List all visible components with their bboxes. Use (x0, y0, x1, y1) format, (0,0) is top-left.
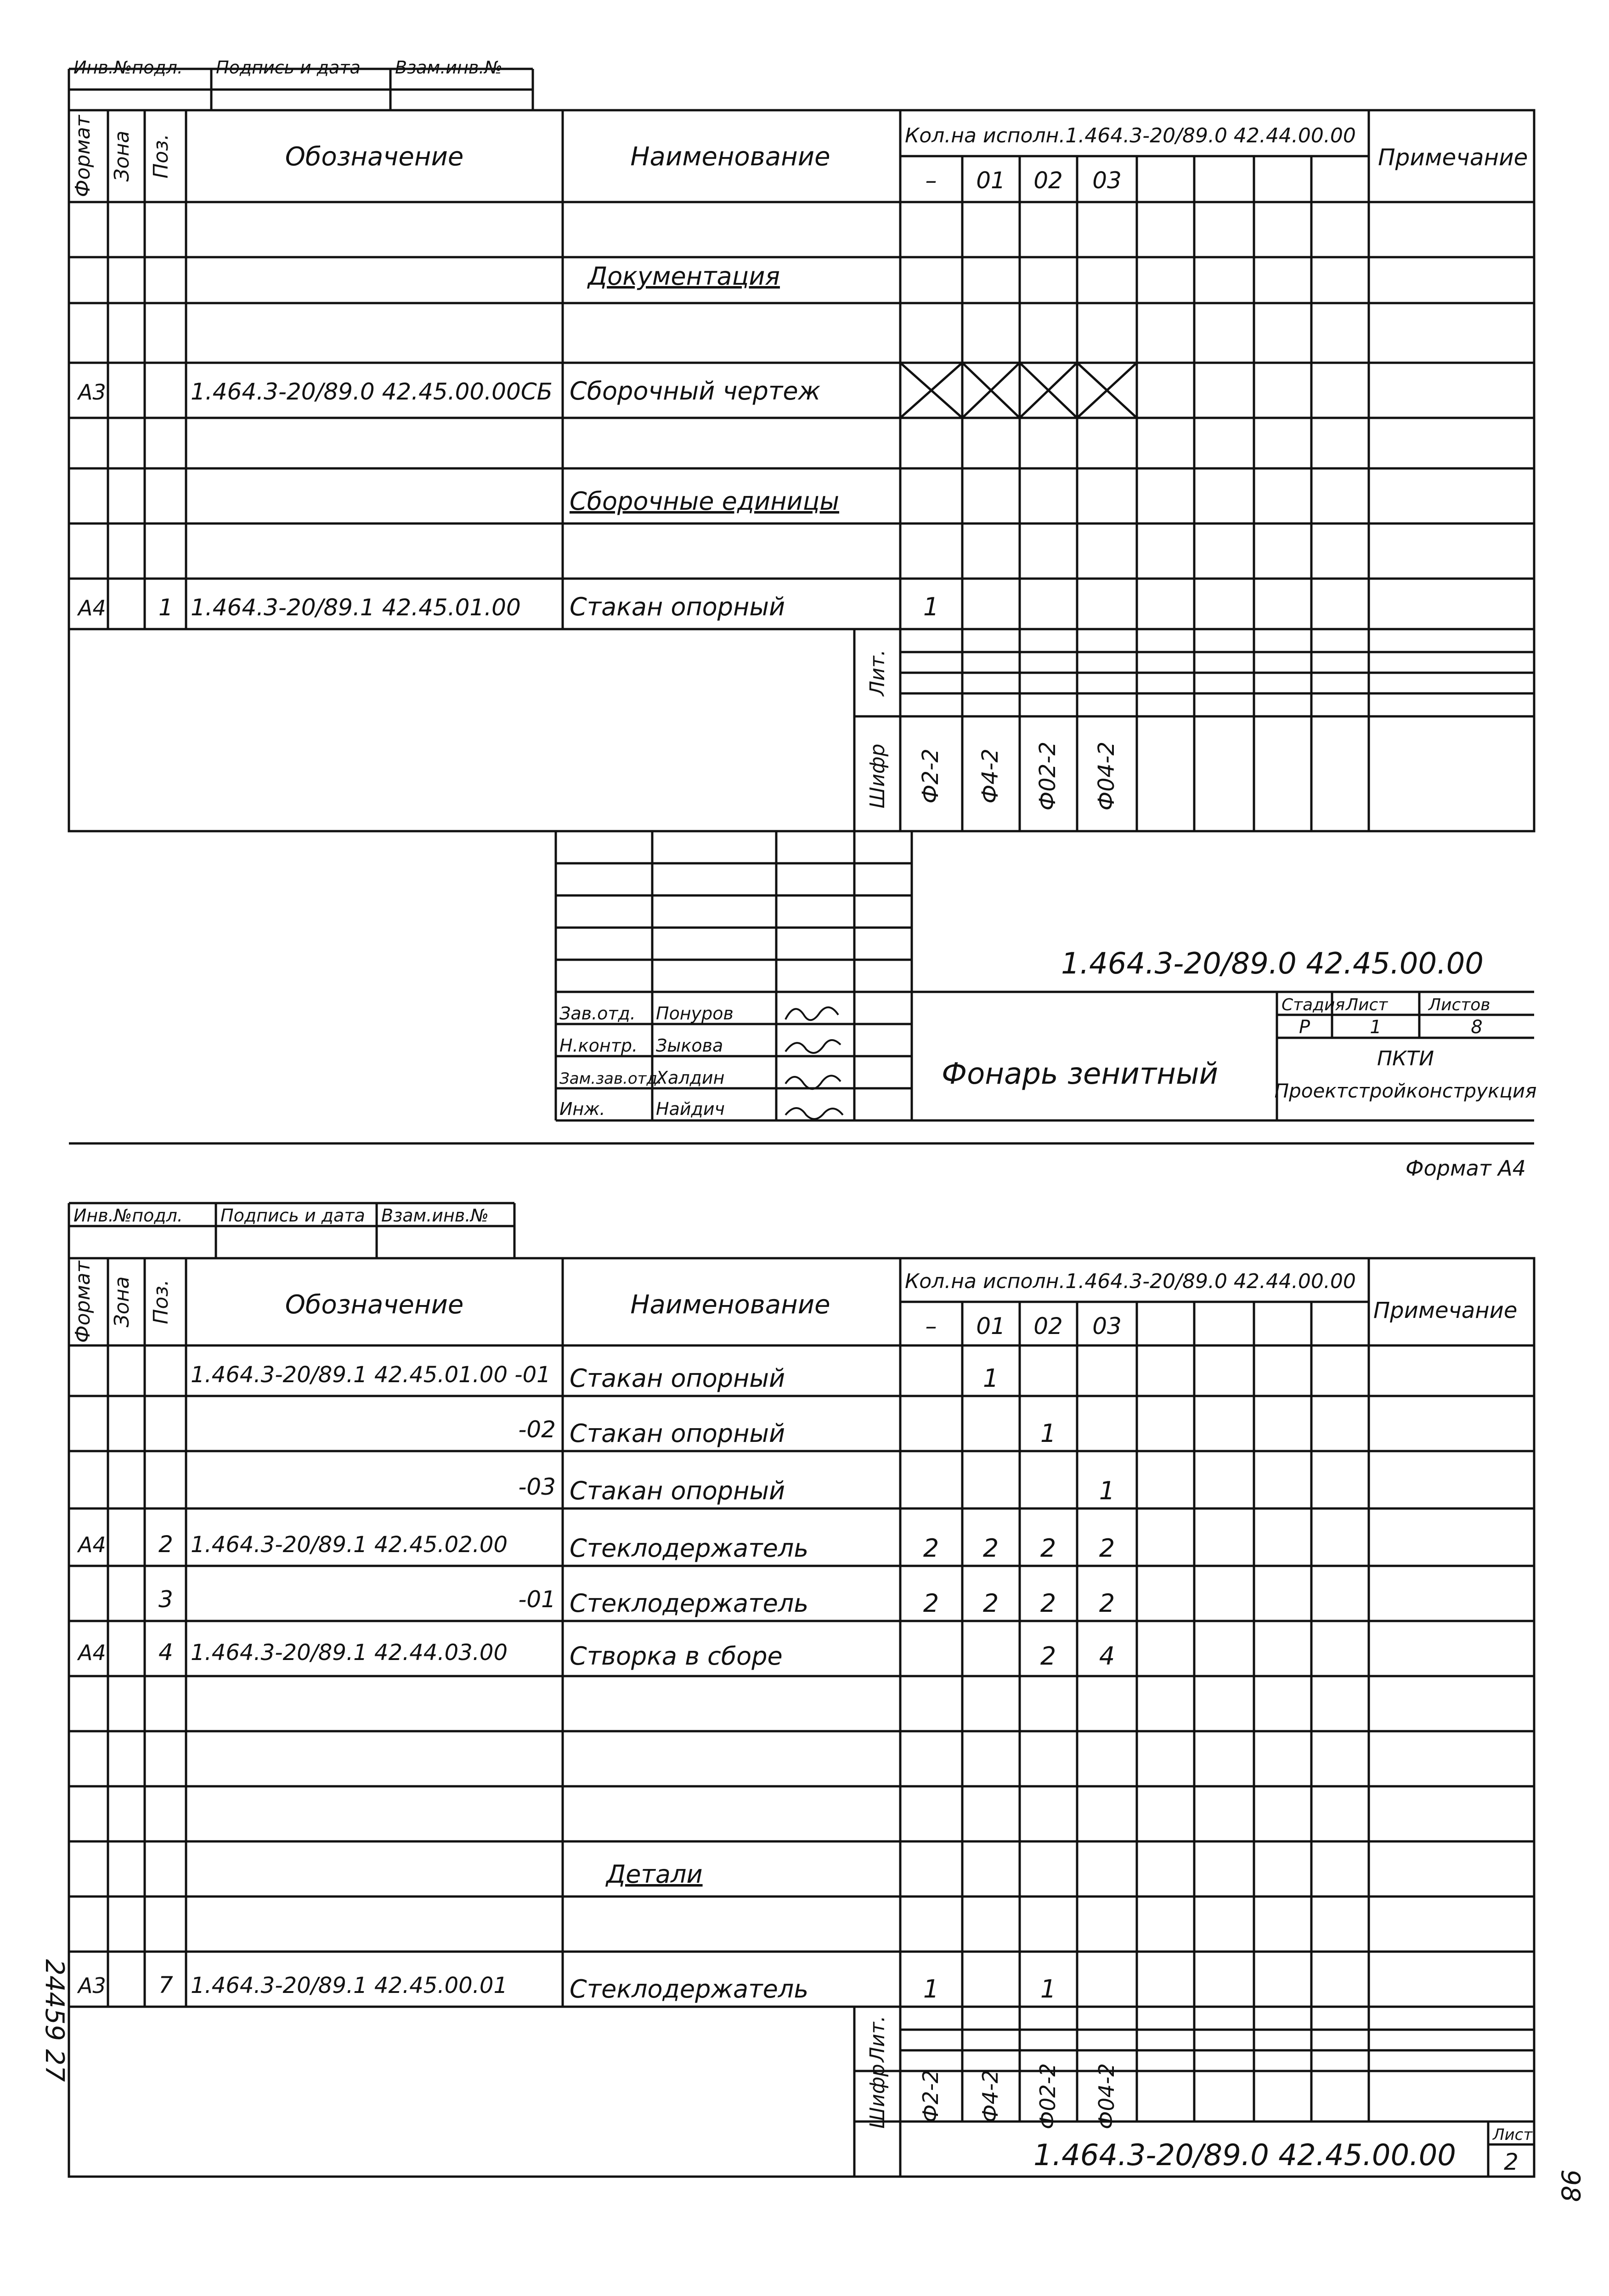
cipher-code: Ф4-2 (977, 748, 1003, 804)
row-qty: 2 (1040, 1534, 1056, 1563)
row-designation: 1.464.3-20/89.1 42.45.00.01 (191, 1973, 508, 1998)
row-name: Стакан опорный (570, 1419, 785, 1448)
header-pos: Поз. (149, 1279, 173, 1324)
cipher-code: Ф04-2 (1094, 2063, 1119, 2129)
header-note: Примечание (1378, 144, 1528, 171)
header-name: Наименование (630, 142, 830, 172)
header-format: Формат (71, 1261, 95, 1343)
row-pos: 1 (158, 594, 173, 621)
stamp-inv-label: Инв.№подл. (73, 57, 183, 78)
row-qty: 1 (923, 592, 939, 621)
row-format: А4 (78, 1640, 106, 1665)
header-variant-03: 03 (1092, 1313, 1122, 1339)
cipher-code: Ф02-2 (1035, 741, 1061, 811)
cipher-code: Ф02-2 (1035, 2063, 1060, 2129)
sheet-label: Лист (1493, 2126, 1533, 2144)
lit-label: Лит. (866, 649, 889, 696)
doc-number: 1.464.3-20/89.0 42.45.00.00 (1061, 947, 1484, 981)
header-zone: Зона (110, 130, 134, 182)
row-pos: 2 (158, 1531, 173, 1558)
doc-title: Фонарь зенитный (942, 1057, 1219, 1091)
row-qty: 1 (1099, 1476, 1115, 1505)
stamp-sign-label: Подпись и дата (220, 1205, 365, 1226)
row-qty: 1 (982, 1364, 999, 1393)
row-name: Стеклодержатель (570, 1975, 809, 2003)
header-designation: Обозначение (285, 142, 464, 172)
row-qty: 2 (923, 1534, 939, 1563)
person-role: Н.контр. (559, 1035, 638, 1056)
row-designation: 1.464.3-20/89.1 42.45.02.00 (191, 1532, 508, 1558)
stamp-replace-label: Взам.инв.№ (395, 57, 502, 78)
row-designation: 1.464.3-20/89.1 42.44.03.00 (191, 1640, 508, 1666)
header-variant-base: – (925, 1313, 937, 1339)
row-name: Стакан опорный (570, 1476, 785, 1505)
header-variant-02: 02 (1033, 167, 1063, 194)
cipher-label: Шифр (866, 2064, 889, 2129)
header-variant-base: – (925, 167, 937, 194)
doc-number: 1.464.3-20/89.0 42.45.00.00 (1033, 2138, 1456, 2172)
header-qty: Кол.на исполн.1.464.3-20/89.0 42.44.00.00 (905, 124, 1356, 147)
row-qty: 2 (1040, 1589, 1056, 1618)
row-format: А3 (78, 1973, 106, 1998)
row-name: Стеклодержатель (570, 1534, 809, 1563)
stamp-sign-label: Подпись и дата (216, 57, 361, 78)
row-designation: -01 (518, 1586, 556, 1613)
header-designation: Обозначение (285, 1290, 464, 1320)
page-number: 98 (1555, 2169, 1585, 2202)
row-qty: 1 (1040, 1419, 1056, 1448)
person-role: Зам.зав.отд. (559, 1069, 662, 1088)
row-qty: 2 (982, 1534, 999, 1563)
header-note: Примечание (1373, 1298, 1518, 1323)
row-qty: 2 (1099, 1534, 1115, 1563)
section-assemblies: Сборочные единицы (570, 487, 840, 516)
row-qty: 1 (923, 1975, 939, 2003)
row-qty: 2 (1040, 1642, 1056, 1671)
sheets-label: Листов (1428, 996, 1490, 1014)
person-name: Понуров (656, 1003, 734, 1024)
header-variant-01: 01 (976, 1313, 1005, 1339)
person-name: Халдин (656, 1068, 725, 1088)
row-name: Сборочный чертеж (570, 377, 821, 405)
section-details: Детали (606, 1860, 703, 1889)
person-role: Инж. (559, 1099, 605, 1119)
header-zone: Зона (110, 1276, 134, 1328)
row-qty: 4 (1099, 1642, 1115, 1671)
margin-note: 24459 27 (40, 1959, 69, 2082)
row-name: Стакан опорный (570, 1364, 785, 1393)
row-qty: 1 (1040, 1975, 1056, 2003)
cipher-label: Шифр (866, 743, 889, 809)
row-name: Стеклодержатель (570, 1589, 809, 1618)
sheet-1 (69, 57, 1536, 1181)
cipher-code: Ф2-2 (918, 2070, 943, 2123)
header-pos: Поз. (149, 134, 173, 179)
stage-label: Стадия (1282, 996, 1345, 1014)
row-qty: 2 (982, 1589, 999, 1618)
row-designation: -02 (518, 1416, 556, 1443)
stamp-inv-label: Инв.№подл. (73, 1205, 183, 1226)
header-format: Формат (71, 115, 95, 197)
sheet-label: Лист (1346, 996, 1388, 1014)
format-label: Формат А4 (1406, 1156, 1526, 1181)
sheet-value: 2 (1504, 2149, 1519, 2175)
stage-value: Р (1298, 1017, 1310, 1038)
cipher-code: Ф04-2 (1094, 741, 1119, 811)
header-variant-01: 01 (976, 167, 1005, 194)
sheet-2 (69, 1203, 1534, 2177)
org-name: ПКТИ (1377, 1047, 1434, 1070)
person-name: Зыкова (656, 1035, 723, 1056)
spec-grid-2 (69, 1258, 1534, 2177)
header-variant-03: 03 (1092, 167, 1122, 194)
row-designation: 1.464.3-20/89.1 42.45.01.00 -01 (191, 1362, 551, 1388)
row-designation: 1.464.3-20/89.1 42.45.01.00 (191, 594, 521, 621)
sheets-value: 8 (1471, 1017, 1483, 1038)
header-name: Наименование (630, 1290, 830, 1320)
header-variant-02: 02 (1033, 1313, 1063, 1339)
cipher-code: Ф4-2 (978, 2070, 1003, 2123)
sheet-value: 1 (1370, 1017, 1382, 1038)
header-qty: Кол.на исполн.1.464.3-20/89.0 42.44.00.00 (905, 1270, 1356, 1293)
row-pos: 7 (158, 1972, 173, 1998)
person-name: Найдич (656, 1099, 725, 1119)
row-designation: -03 (518, 1474, 556, 1500)
person-role: Зав.отд. (559, 1003, 636, 1024)
org-name-2: Проектстройконструкция (1274, 1080, 1537, 1102)
row-name: Створка в сборе (570, 1642, 783, 1671)
spec-grid-1 (69, 110, 1534, 831)
row-name: Стакан опорный (570, 592, 785, 621)
row-designation: 1.464.3-20/89.0 42.45.00.00СБ (191, 378, 553, 405)
section-documentation: Документация (588, 262, 780, 291)
row-qty: 2 (1099, 1589, 1115, 1618)
row-format: А4 (78, 596, 106, 620)
lit-label: Лит. (866, 2015, 889, 2062)
row-format: А4 (78, 1532, 106, 1557)
stamp-replace-label: Взам.инв.№ (381, 1205, 489, 1226)
row-qty: 2 (923, 1589, 939, 1618)
row-pos: 4 (158, 1639, 173, 1666)
row-format: А3 (78, 380, 106, 405)
row-pos: 3 (158, 1586, 173, 1613)
cipher-code: Ф2-2 (918, 748, 943, 804)
